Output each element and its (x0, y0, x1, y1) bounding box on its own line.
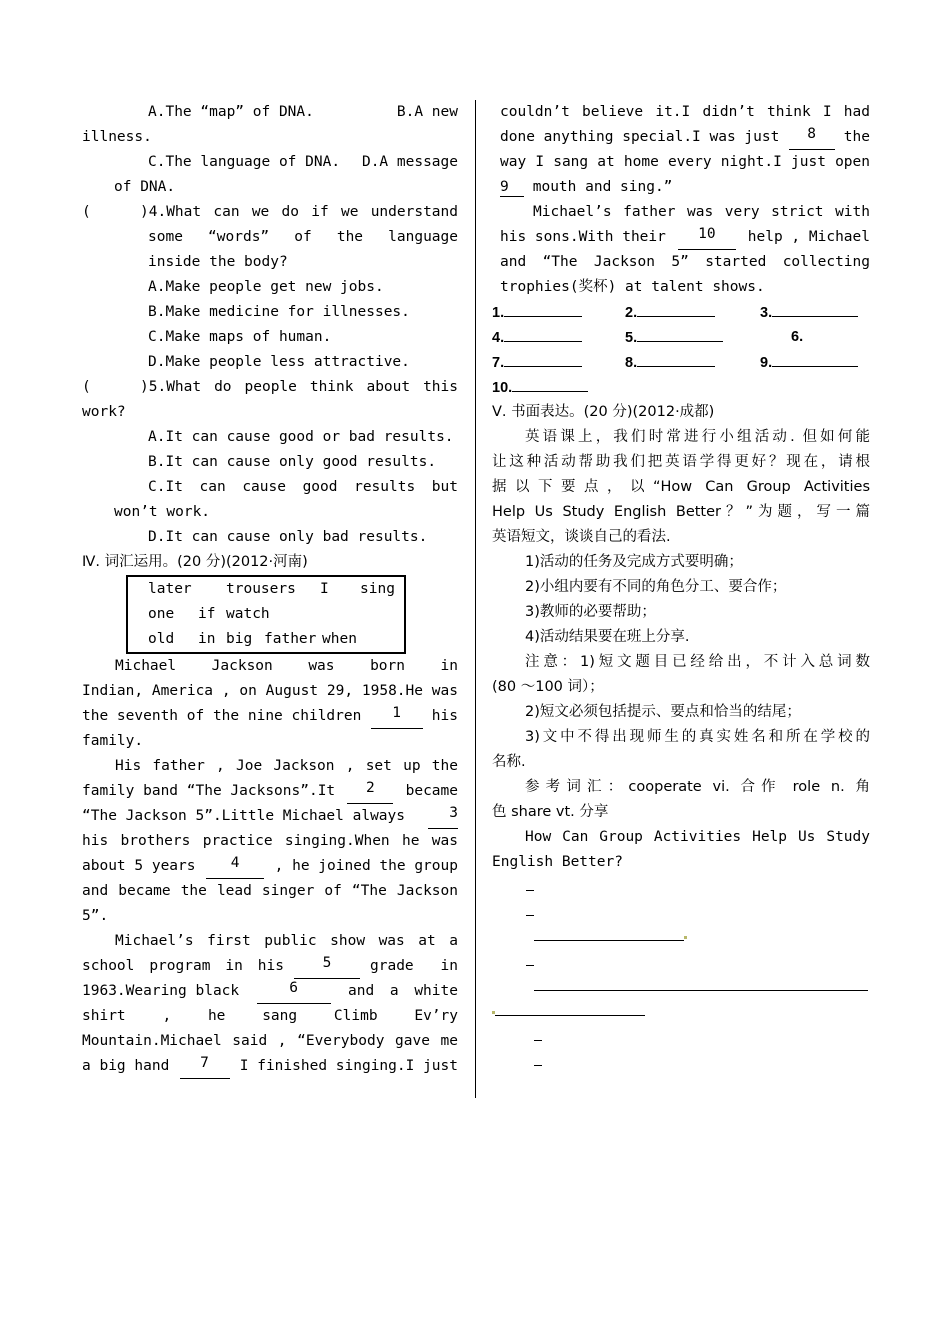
q5-option-d: D.It can cause only bad results. (148, 529, 428, 545)
prompt-line: 让这种活动帮助我们把英语学得更好？现在，请根 (492, 454, 870, 470)
word-box-row-3 (148, 627, 404, 652)
passage-text: the (843, 129, 870, 145)
passage-line (492, 225, 870, 250)
q4-stem-2: some “words” of the language (148, 229, 458, 245)
q4-option-a: A.Make people get new jobs. (148, 279, 384, 295)
q5-stem-1: )5.What do people think about this (140, 379, 458, 395)
word-sing: sing (360, 581, 395, 597)
q5-option-a: A.It can cause good or bad results. (148, 429, 454, 445)
passage-text: his (431, 708, 458, 724)
q3-option-d-cont: of DNA. (114, 179, 176, 195)
blank-4: 4 (206, 854, 264, 879)
blank-10: 10 (678, 225, 736, 250)
blank-7: 7 (180, 1054, 230, 1079)
passage-text: , he joined the group (274, 858, 458, 874)
word-i: I (320, 581, 329, 597)
q4-option-c: C.Make maps of human. (148, 329, 332, 345)
q3-option-b-cont: illness. (82, 129, 152, 145)
passage-text: about 5 years (82, 858, 196, 874)
essay-title-line: English Better? (492, 854, 623, 870)
answer-line (772, 300, 858, 317)
passage-line: His father , Joe Jackson , set up the (115, 758, 458, 774)
blank-3: 3 (428, 804, 458, 829)
answer-label: 4. (492, 330, 505, 346)
writing-line (492, 975, 870, 1000)
q5-option-c-cont: won’t work. (114, 504, 211, 520)
writing-mark (492, 1025, 870, 1050)
word-when: when (322, 631, 357, 647)
answer-line (637, 325, 723, 342)
answer-slot (492, 375, 588, 400)
answer-line (637, 350, 715, 367)
prompt-line: 据以下要点，以“How Can Group Activities (492, 479, 870, 495)
word-if: if (198, 606, 216, 622)
q4-stem-3: inside the body? (148, 254, 288, 270)
writing-mark (492, 900, 870, 925)
blank-8: 8 (789, 125, 835, 150)
right-column (492, 100, 870, 1075)
word-in: in (198, 631, 216, 647)
q4-stem-1: )4.What can we do if we understand (140, 204, 458, 220)
passage-line: Michael’s first public show was at a (115, 933, 458, 949)
passage-line (492, 175, 870, 200)
answer-label: 5. (625, 330, 638, 346)
blank-1: 1 (371, 704, 423, 729)
blank-2: 2 (347, 779, 393, 804)
prompt-line: 英语短文，谈谈自己的看法. (492, 529, 671, 545)
passage-line (492, 125, 870, 150)
passage-line: Mountain.Michael said , “Everybody gave me (82, 1033, 458, 1049)
answer-line (504, 350, 582, 367)
answer-slot (625, 300, 760, 325)
passage-text: a big hand (82, 1058, 170, 1074)
passage-line: family. (82, 733, 144, 749)
answer-line (512, 375, 588, 392)
q3-option-b: B.A new (396, 104, 458, 120)
q3-option-row1 (82, 100, 458, 125)
q4-paren: ( (82, 204, 91, 220)
passage-text: “The Jackson 5”.Little Michael always (82, 808, 406, 824)
answer-row-1 (492, 300, 870, 325)
passage-line (82, 979, 458, 1004)
blank-6: 6 (257, 979, 331, 1004)
q3-option-c: C.The language of DNA. (148, 154, 341, 170)
passage-text: the seventh of the nine children (82, 708, 362, 724)
q5-option-c: C.It can cause good results but (148, 479, 458, 495)
passage-line (82, 1054, 458, 1079)
passage-line: way I sang at home every night.I just open (500, 154, 870, 170)
blank-5: 5 (294, 954, 360, 979)
answer-row-3 (492, 350, 870, 375)
point-item: 3)教师的必要帮助； (525, 604, 656, 620)
note-line: 注意：1)短文题目已经给出，不计入总词数 (525, 654, 870, 670)
writing-mark (492, 875, 870, 900)
answer-row-2 (492, 325, 870, 350)
answer-label: 6. (791, 329, 804, 345)
answer-label: 7. (492, 355, 505, 371)
answer-row-4 (492, 375, 870, 400)
passage-line (82, 779, 458, 804)
passage-text: family band “The Jacksons”.It (82, 783, 336, 799)
answer-slot (791, 325, 803, 350)
passage-line: Indian, America , on August 29, 1958.He was (82, 683, 458, 699)
q5-stem-2: work? (82, 404, 126, 420)
q4-stem-row (82, 200, 458, 225)
answer-slot (492, 300, 625, 325)
passage-line (82, 854, 458, 879)
passage-text: school program in his (82, 958, 284, 974)
passage-text: mouth and sing.” (532, 179, 673, 195)
note-line: (80 ～100 词）； (492, 679, 604, 695)
passage-text: done anything special.I was just (500, 129, 780, 145)
passage-text: help , Michael (747, 229, 870, 245)
writing-line (492, 1000, 870, 1025)
word-box (126, 575, 406, 654)
passage-line: and became the lead singer of “The Jackson (82, 883, 458, 899)
word-trousers: trousers (226, 581, 296, 597)
essay-title-line: How Can Group Activities Help Us Study (525, 829, 870, 845)
answer-label: 8. (625, 355, 638, 371)
q3-option-row2 (82, 150, 458, 175)
left-column (82, 100, 458, 1079)
q5-option-b: B.It can cause only good results. (148, 454, 437, 470)
answer-label: 3. (760, 305, 773, 321)
word-later: later (148, 581, 192, 597)
vocab-line: 参考词汇：cooperate vi. 合作 role n. 角 (525, 779, 870, 795)
vocab-line: 色 share vt. 分享 (492, 804, 609, 820)
word-box-row-2 (148, 602, 404, 627)
answer-label: 10. (492, 380, 513, 396)
answer-slot (625, 325, 791, 350)
writing-mark (492, 950, 870, 975)
passage-line: 5”. (82, 908, 109, 924)
passage-text: and a white (347, 983, 458, 999)
passage-line: Michael Jackson was born in (115, 658, 458, 674)
passage-text: grade in (370, 958, 458, 974)
passage-text: his sons.With their (500, 229, 666, 245)
q3-option-d: D.A message (361, 154, 458, 170)
point-item: 2)小组内要有不同的角色分工、要合作； (525, 579, 787, 595)
blank-9: 9 (500, 178, 524, 197)
passage-text: 1963.Wearing black (82, 983, 240, 999)
word-father: father (264, 631, 317, 647)
writing-line (492, 925, 870, 950)
word-box-row-1 (148, 577, 404, 602)
q4-option-b: B.Make medicine for illnesses. (148, 304, 410, 320)
q5-stem-row (82, 375, 458, 400)
answer-line (504, 325, 582, 342)
passage-line (82, 804, 458, 829)
word-big: big (226, 631, 253, 647)
answer-slot (760, 350, 858, 375)
answer-line (637, 300, 715, 317)
section4-heading: Ⅳ. 词汇运用。(20 分)(2012·河南) (82, 554, 308, 570)
answer-line (504, 300, 582, 317)
passage-line: trophies(奖杯) at talent shows. (500, 279, 765, 295)
word-watch: watch (226, 606, 270, 622)
q4-option-d: D.Make people less attractive. (148, 354, 410, 370)
point-item: 1)活动的任务及完成方式要明确； (525, 554, 743, 570)
answer-label: 1. (492, 305, 505, 321)
passage-line (82, 704, 458, 729)
answer-slot (760, 300, 858, 325)
answer-slot (625, 350, 760, 375)
point-item: 4)活动结果要在班上分享. (525, 629, 690, 645)
section5-heading: Ⅴ. 书面表达。(20 分)(2012·成都) (492, 404, 715, 420)
prompt-line: Help Us Study English Better？”为题，写一篇 (492, 504, 870, 520)
answer-label: 9. (760, 355, 773, 371)
passage-line: couldn’t believe it.I didn’t think I had (500, 104, 870, 120)
passage-line: and “The Jackson 5” started collecting (500, 254, 870, 270)
passage-line: Michael’s father was very strict with (533, 204, 870, 220)
word-old: old (148, 631, 175, 647)
answer-line (772, 350, 858, 367)
word-one: one (148, 606, 175, 622)
passage-text: became (405, 783, 458, 799)
passage-line: shirt , he sang Climb Ev’ry (82, 1008, 458, 1024)
note-line: 3)文中不得出现师生的真实姓名和所在学校的 (525, 729, 870, 745)
answer-slot (492, 325, 625, 350)
passage-line (82, 954, 458, 979)
writing-mark (492, 1050, 870, 1075)
q3-option-a: A.The “map” of DNA. (148, 104, 314, 120)
passage-line: his brothers practice singing.When he was (82, 833, 458, 849)
passage-text: I finished singing.I just (239, 1058, 458, 1074)
answer-slot (492, 350, 625, 375)
answer-label: 2. (625, 305, 638, 321)
note-line: 名称. (492, 754, 526, 770)
note-line: 2)短文必须包括提示、要点和恰当的结尾； (525, 704, 801, 720)
dot-mark (684, 936, 687, 939)
prompt-line: 英语课上，我们时常进行小组活动. 但如何能 (525, 429, 870, 445)
q5-paren: ( (82, 379, 91, 395)
column-divider (475, 100, 476, 1098)
